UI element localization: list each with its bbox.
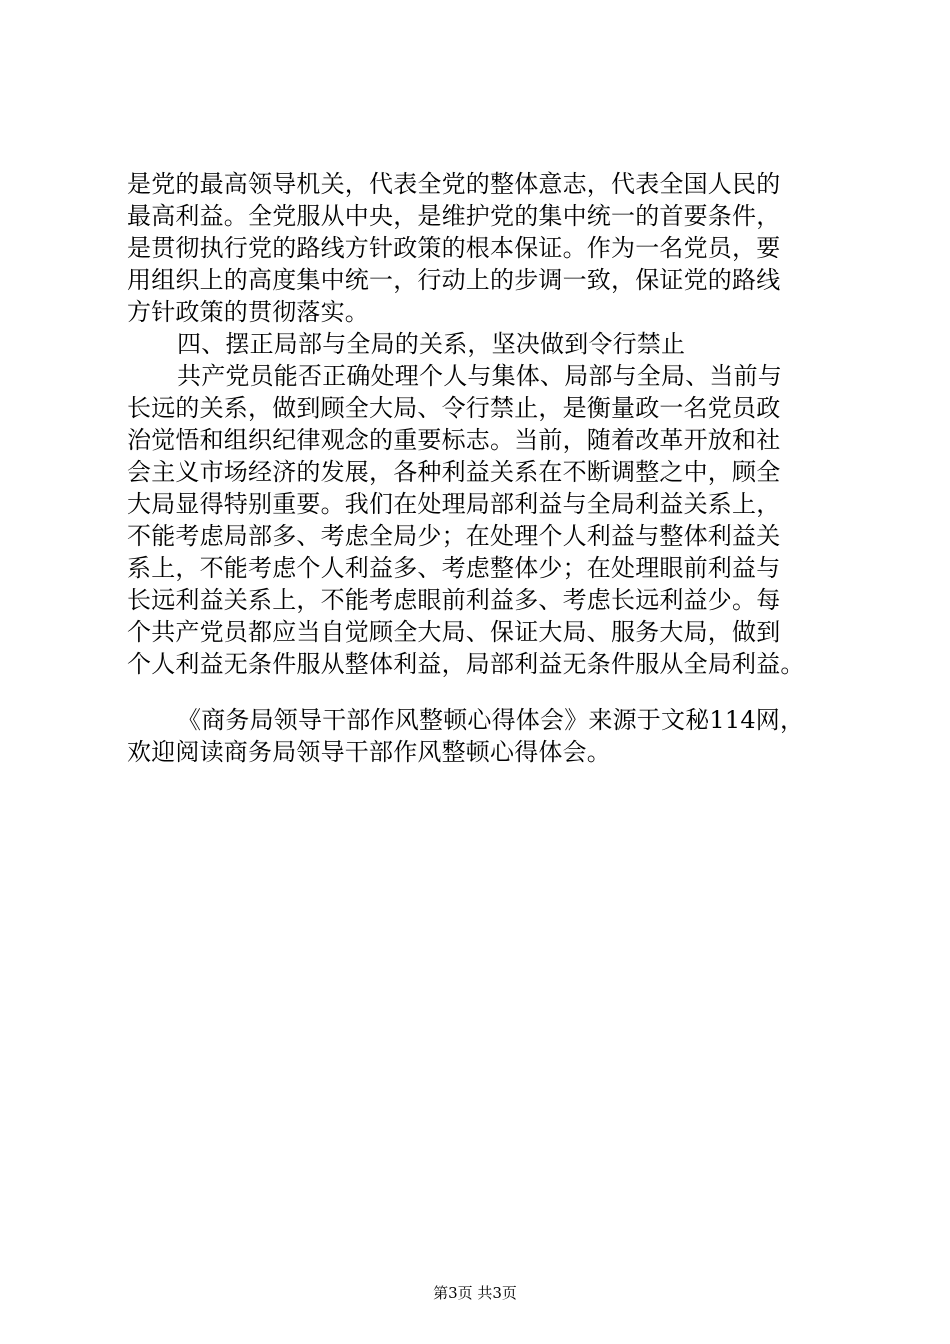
- text-line: 个人利益无条件服从整体利益，局部利益无条件服从全局利益。: [127, 650, 805, 678]
- source-note: [127, 704, 857, 768]
- text-line: 共产党员能否正确处理个人与集体、局部与全局、当前与: [177, 362, 782, 390]
- text-line: 治觉悟和组织纪律观念的重要标志。当前，随着改革开放和社: [127, 426, 781, 454]
- text-line: 《商务局领导干部作风整顿心得体会》来源于文秘114网，: [177, 706, 805, 734]
- paragraph-central-leadership: [127, 168, 857, 328]
- text-line: 不能考虑局部多、考虑全局少；在处理个人利益与整体利益关: [127, 522, 781, 550]
- text-line: 用组织上的高度集中统一，行动上的步调一致，保证党的路线: [127, 266, 781, 294]
- text-line: 大局显得特别重要。我们在处理局部利益与全局利益关系上，: [127, 490, 781, 518]
- text-line: 长远的关系，做到顾全大局、令行禁止，是衡量政一名党员政: [127, 394, 781, 422]
- document-body: [127, 168, 857, 768]
- text-line: 是贯彻执行党的路线方针政策的根本保证。作为一名党员，要: [127, 234, 781, 262]
- paragraph-spacer: [127, 680, 857, 704]
- section-heading-4: 四、摆正局部与全局的关系，坚决做到令行禁止: [177, 330, 686, 358]
- text-line: 欢迎阅读商务局领导干部作风整顿心得体会。: [127, 738, 611, 766]
- text-line: 最高利益。全党服从中央，是维护党的集中统一的首要条件，: [127, 202, 781, 230]
- text-line: 是党的最高领导机关，代表全党的整体意志，代表全国人民的: [127, 170, 781, 198]
- text-line: 系上，不能考虑个人利益多、考虑整体少；在处理眼前利益与: [127, 554, 781, 582]
- page-number-footer: 第3页 共3页: [433, 1284, 517, 1302]
- text-line: 长远利益关系上，不能考虑眼前利益多、考虑长远利益少。每: [127, 586, 781, 614]
- text-line: 会主义市场经济的发展，各种利益关系在不断调整之中，顾全: [127, 458, 781, 486]
- text-line: 方针政策的贯彻落实。: [127, 298, 369, 326]
- paragraph-overall-interest: [127, 360, 857, 680]
- text-line: 个共产党员都应当自觉顾全大局、保证大局、服务大局，做到: [127, 618, 781, 646]
